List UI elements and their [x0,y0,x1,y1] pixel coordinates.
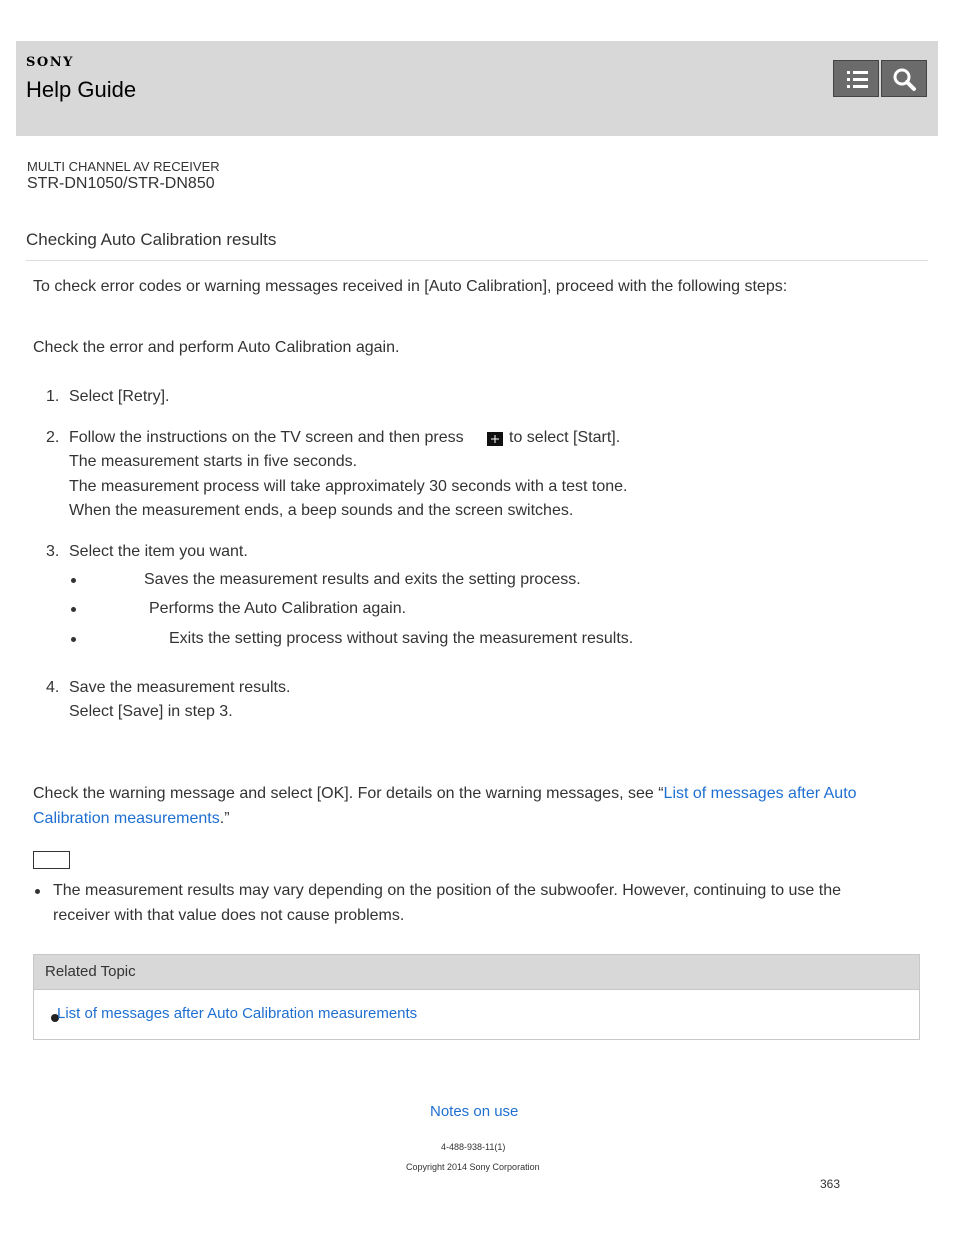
search-button[interactable] [881,60,927,97]
copyright: Copyright 2014 Sony Corporation [406,1162,540,1172]
step-2-number: 2. [46,429,60,446]
step-4-text: Save the measurement results. [69,679,291,696]
messages-link-part-2[interactable]: Calibration measurements [33,810,220,827]
search-icon [882,61,928,98]
step-2-line-2: The measurement starts in five seconds. [69,453,358,470]
notes-on-use-link[interactable]: Notes on use [430,1103,519,1120]
bullet-dot [71,607,76,612]
step-2-text-a: Follow the instructions on the TV screen and then press [69,429,464,446]
step-1-text: Select [Retry]. [69,388,170,405]
bullet-dot [71,637,76,642]
title-divider [26,260,928,261]
product-category: MULTI CHANNEL AV RECEIVER [27,159,220,174]
error-lead: Check the error and perform Auto Calibration again. [33,339,400,356]
related-topic-header [34,955,919,990]
note-text-line-1: The measurement results may vary depending on the position of the subwoofer. However, continuing to use the [53,882,842,899]
note-text-line-2: receiver with that value does not cause problems. [53,907,405,924]
step-3-number: 3. [46,543,60,560]
option-retry-description: Performs the Auto Calibration again. [149,600,407,617]
step-3-text: Select the item you want. [69,543,248,560]
warning-text [33,784,857,804]
messages-link-part-1[interactable]: List of messages after Auto [663,785,857,802]
related-topic-box [33,954,920,1040]
intro-text: To check error codes or warning messages received in [Auto Calibration], proceed with the following steps: [33,278,788,295]
step-2-text-b: to select [Start]. [509,429,621,446]
list-icon [834,61,880,98]
note-label-box [33,851,70,869]
step-2-line-4: When the measurement ends, a beep sounds and the screen switches. [69,502,574,519]
warning-text-b: .” [219,810,230,827]
document-code: 4-488-938-11(1) [441,1142,506,1152]
enter-button-icon [487,432,503,446]
page-number: 363 [820,1177,841,1191]
toc-button[interactable] [833,60,879,97]
option-save-description: Saves the measurement results and exits the setting process. [144,571,581,588]
product-model: STR-DN1050/STR-DN850 [27,175,215,192]
bullet-dot [35,889,40,894]
step-4-line-2: Select [Save] in step 3. [69,703,233,720]
step-1-number: 1. [46,388,60,405]
sony-logo[interactable]: SONY [26,55,74,70]
header-bar [16,41,938,136]
page-title: Checking Auto Calibration results [26,230,277,249]
step-4-number: 4. [46,679,60,696]
step-2-line-3: The measurement process will take approximately 30 seconds with a test tone. [69,478,628,495]
related-topic-heading: Related Topic [45,963,136,980]
help-guide-title[interactable]: Help Guide [26,77,137,102]
warning-text-a: Check the warning message and select [OK]. For details on the warning messages, see “ [33,785,664,802]
bullet-dot [71,578,76,583]
related-link-messages[interactable]: List of messages after Auto Calibration measurements [57,1005,418,1022]
warning-text-line-2 [33,809,230,829]
option-exit-description: Exits the setting process without saving the measurement results. [169,630,634,647]
